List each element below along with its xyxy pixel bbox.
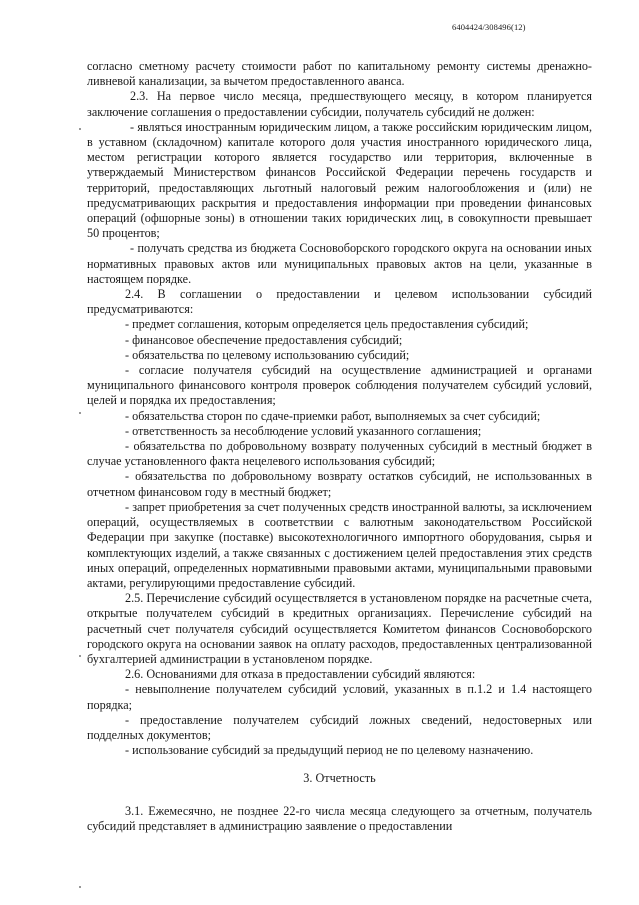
paragraph: - предоставление получателем субсидий ложных сведений, недостоверных или подделных документов; bbox=[87, 712, 592, 742]
paragraph: - финансовое обеспечение предоставления субсидий; bbox=[125, 332, 403, 347]
paragraph: 2.4. В соглашении о предоставлении и целевом использовании субсидий предусматриваются: bbox=[87, 287, 592, 317]
paragraph: - обязательства по добровольному возврату остатков субсидий, не использованных в отчетном финансовом году в местный бюджет; bbox=[87, 469, 592, 499]
paragraph: - получать средства из бюджета Сосновоборского городского округа на основании иных нормативных правовых актов или муниципальных правовых актов на цели, указанные в настоящем порядке. bbox=[87, 241, 592, 286]
paragraph: - согласие получателя субсидий на осуществление администрацией и органами муниципального финансового контроля проверок соблюдения получателем субсидий условий, целей и порядка их предоставления; bbox=[87, 363, 592, 408]
paragraph: 2.6. Основаниями для отказа в предоставлении субсидий являются: bbox=[125, 667, 476, 682]
paragraph: - обязательства по целевому использованию субсидий; bbox=[125, 347, 410, 362]
paragraph: 2.5. Перечисление субсидий осуществляется в установленом порядке на расчетные счета, открытые получателем субсидий в кредитных организациях. Перечисление субсидий на расчетный счет получателя субсидий осуществляется Комитетом финансов Сосновоборского городского округа на основании заявок на оплату расходов, предоставленных централизованной бухгалтерией администрации в установленом порядке. bbox=[87, 591, 592, 666]
scan-speck bbox=[79, 886, 81, 888]
paragraph: - являться иностранным юридическим лицом, а также российским юридическим лицом, в уставном (складочном) капитале которого доля участия иностранного юридического лица, местом регистрации которого является государство или территория, включенные в утверждаемый Министерством финансов Российской Федерации перечень государств и территорий, предоставляющих льготный налоговый режим налогообложения и (или) не предусматривающих раскрытия и предоставления информации при проведении финансовых операций (офшорные зоны) в отношении таких юридических лиц, в совокупности превышает 50 процентов; bbox=[87, 119, 592, 241]
section-heading: 3. Отчетность bbox=[303, 771, 376, 786]
paragraph: - обязательства сторон по сдаче-приемки работ, выполняемых за счет субсидий; bbox=[125, 408, 541, 423]
paragraph: 3.1. Ежемесячно, не позднее 22-го числа месяца следующего за отчетным, получатель субсидий представляет в администрацию заявление о предоставлении bbox=[87, 803, 592, 833]
paragraph: согласно сметному расчету стоимости работ по капитальному ремонту системы дренажно-ливневой канализации, за вычетом предоставленного аванса. bbox=[87, 59, 592, 89]
paragraph: - запрет приобретения за счет полученных средств иностранной валюты, за исключением операций, осуществляемых в соответствии с валютным законодательством Российской Федерации при закупке (поставке) высокотехнологичного импортного оборудования, сырья и комплектующих изделий, а также связанных с достижением целей предоставления этих средств иных операций, определенных нормативными правовыми актами, муниципальными правовыми актами, регулирующими предоставление субсидий. bbox=[87, 499, 592, 590]
document-number: 6404424/308496(12) bbox=[452, 22, 526, 32]
paragraph: - обязательства по добровольному возврату полученных субсидий в местный бюджет в случае установленного факта нецелевого использования субсидий; bbox=[87, 439, 592, 469]
paragraph: - использование субсидий за предыдущий период не по целевому назначению. bbox=[125, 743, 534, 758]
scan-speck bbox=[79, 655, 81, 657]
paragraph: - невыполнение получателем субсидий условий, указанных в п.1.2 и 1.4 настоящего порядка; bbox=[87, 682, 592, 712]
paragraph: - предмет соглашения, которым определяется цель предоставления субсидий; bbox=[125, 317, 529, 332]
scan-speck bbox=[79, 412, 81, 414]
document-body bbox=[87, 59, 592, 834]
paragraph: - ответственность за несоблюдение условий указанного соглашения; bbox=[125, 423, 482, 438]
paragraph: 2.3. На первое число месяца, предшествующего месяцу, в котором планируется заключение соглашения о предоставлении субсидии, получатель субсидий не должен: bbox=[87, 89, 592, 119]
scan-speck bbox=[79, 128, 81, 130]
